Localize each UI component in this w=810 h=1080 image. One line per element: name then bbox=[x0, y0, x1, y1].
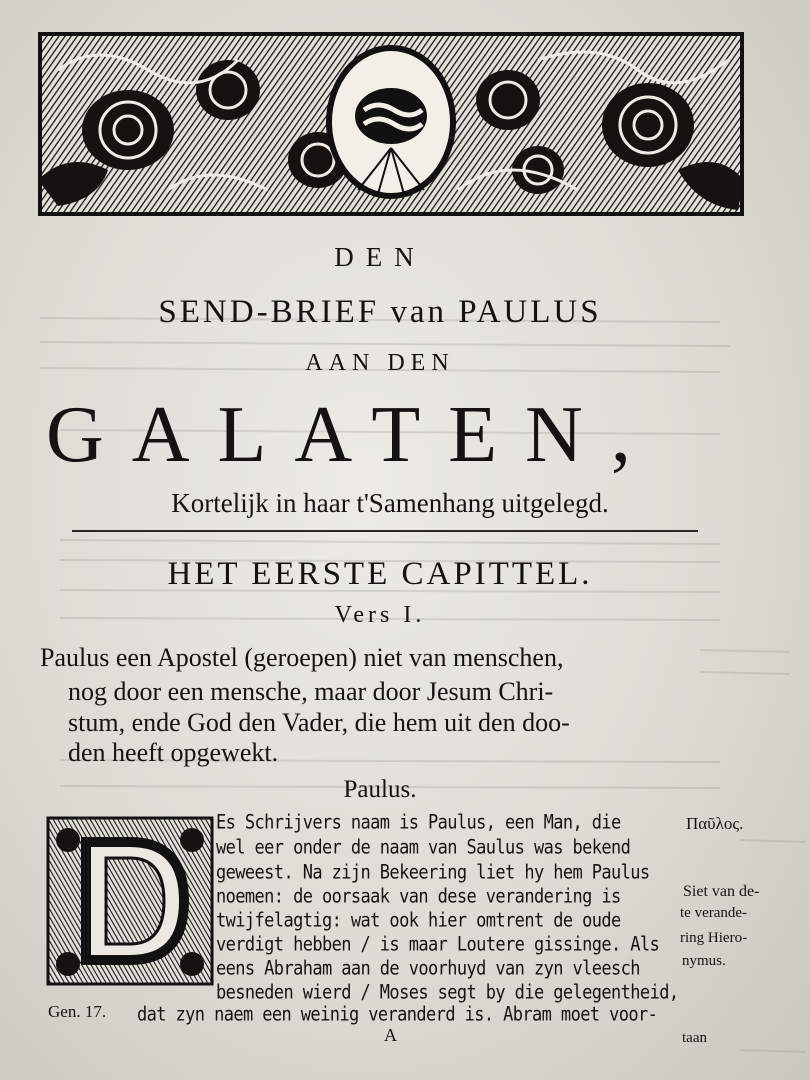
verse-line: stum, ende God den Vader, die hem uit den doo- bbox=[68, 708, 570, 737]
commentary-line: geweest. Na zijn Bekeering liet hy hem Paulus bbox=[216, 861, 650, 884]
verse-line: den heeft opgewekt. bbox=[68, 738, 279, 767]
commentary-line: noemen: de oorsaak van dese verandering is bbox=[216, 885, 621, 908]
floral-initial-frame bbox=[46, 816, 214, 986]
commentary-line: wel eer onder de naam van Saulus was bekend bbox=[216, 836, 631, 859]
title-line-aan-den: AAN DEN bbox=[305, 350, 455, 376]
margin-note-line: Siet van de- bbox=[683, 883, 760, 900]
commentary-line: besneden wierd / Moses segt by die gelegentheid, bbox=[216, 981, 679, 1004]
verse-label: Vers I. bbox=[334, 602, 426, 628]
commentary-line: verdigt hebben / is maar Loutere gissinge. Als bbox=[216, 933, 660, 956]
margin-reference: Gen. 17. bbox=[48, 1002, 107, 1021]
margin-note-line: ring Hiero- bbox=[680, 930, 748, 946]
commentary-line: dat zyn naem een weinig veranderd is. Abram moet voor- bbox=[137, 1003, 658, 1026]
commentary-line: twijfelagtig: wat ook hier omtrent de oude bbox=[216, 909, 621, 932]
commentary-line: eens Abraham aan de voorhuyd van zyn vleesch bbox=[216, 957, 640, 980]
decorated-initial bbox=[46, 816, 214, 986]
floral-headpiece-ornament bbox=[38, 30, 744, 216]
title-divider-rule bbox=[72, 530, 698, 532]
title-line-galaten: GALATEN, bbox=[46, 391, 659, 479]
title-subtitle: Kortelijk in haar t'Samenhang uitgelegd. bbox=[171, 488, 609, 518]
commentary-line: Es Schrijvers naam is Paulus, een Man, die bbox=[216, 811, 621, 834]
initial-letter bbox=[46, 816, 47, 817]
commentary-heading: Paulus. bbox=[343, 776, 417, 803]
margin-note-line: te verande- bbox=[680, 905, 748, 921]
title-line-den: DEN bbox=[334, 242, 426, 272]
catchword: taan bbox=[682, 1030, 707, 1046]
margin-greek-word: Παῦλος. bbox=[686, 814, 744, 833]
margin-note-line: nymus. bbox=[682, 953, 726, 969]
chapter-heading: HET EERSTE CAPITTEL. bbox=[167, 556, 593, 592]
verse-line: nog door een mensche, maar door Jesum Chri- bbox=[68, 677, 554, 706]
title-line-sendbrief: SEND-BRIEF van PAULUS bbox=[158, 294, 602, 330]
verse-line: Paulus een Apostel (geroepen) niet van menschen, bbox=[40, 643, 564, 672]
signature-mark: A bbox=[384, 1025, 397, 1045]
